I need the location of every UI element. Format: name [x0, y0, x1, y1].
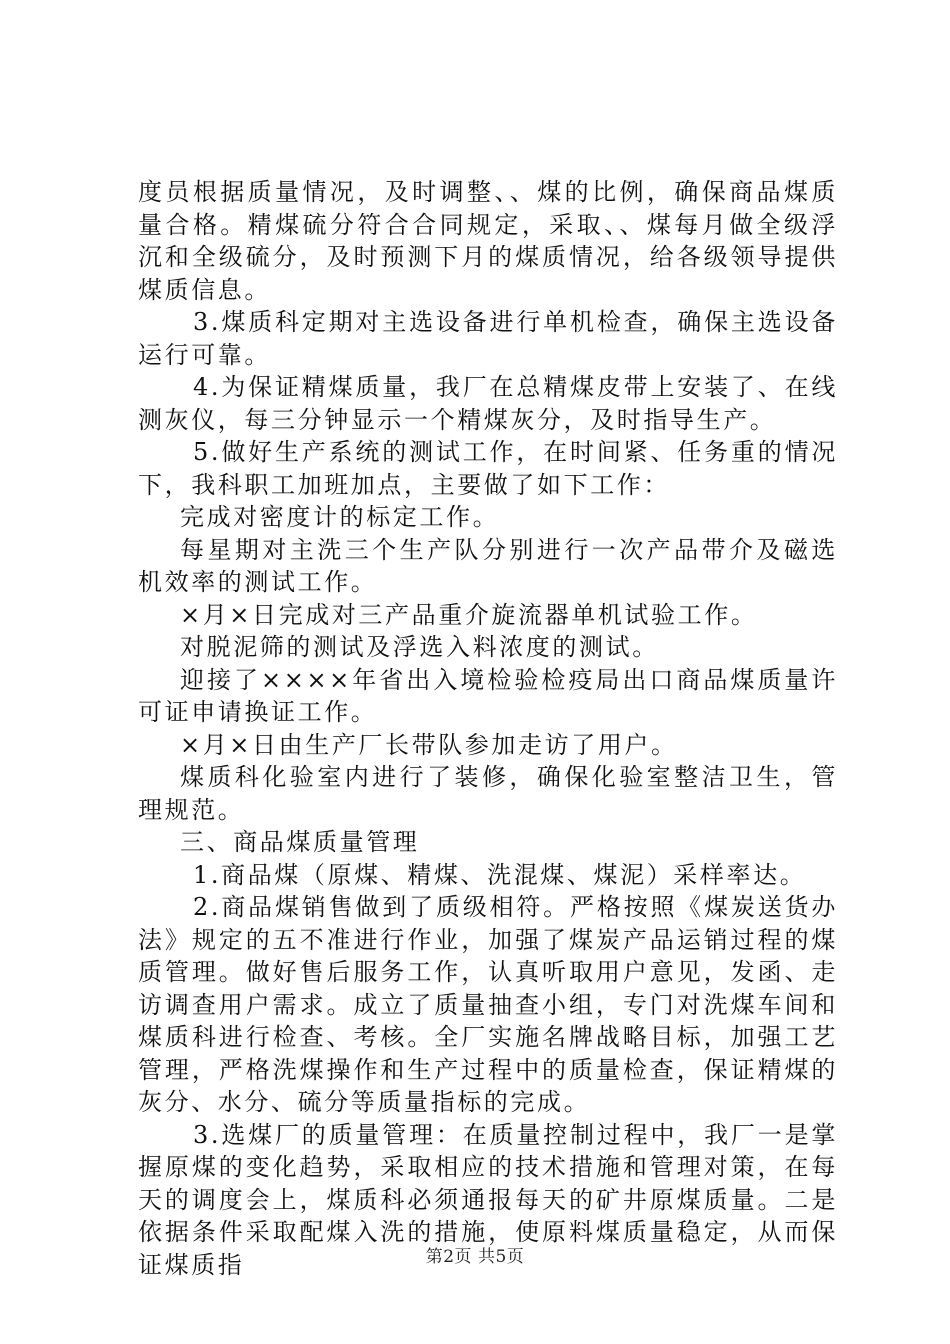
paragraph-3: 4.为保证精煤质量，我厂在总精煤皮带上安装了、在线测灰仪，每三分钟显示一个精煤灰分，及时指导生产。: [138, 373, 838, 434]
paragraph-6: 每星期对主洗三个生产队分别进行一次产品带介及磁选机效率的测试工作。: [138, 535, 838, 596]
paragraph-13: 1.商品煤（原煤、精煤、洗混煤、煤泥）采样率达。: [193, 860, 807, 889]
paragraph-15: 3.选煤厂的质量管理：在质量控制过程中，我厂一是掌握原煤的变化趋势，采取相应的技术措施和管理对策，在每天的调度会上，煤质科必须通报每天的矿井原煤质量。二是依据条件采取配煤入洗的措施，使原料煤质量稳定，从而保证煤质指: [138, 1120, 838, 1279]
paragraph-8: 对脱泥筛的测试及浮选入料浓度的测试。: [180, 633, 659, 661]
paragraph-14: 2.商品煤销售做到了质级相符。严格按照《煤炭送货办法》规定的五不准进行作业，加强了煤炭产品运销过程的煤质管理。做好售后服务工作，认真听取用户意见，发函、走访调查用户需求。成立了质量抽查小组，专门对洗煤车间和煤质科进行检查、考核。全厂实施名牌战略目标，加强工艺管理，严格洗煤操作和生产过程中的质量检查，保证精煤的灰分、水分、硫分等质量指标的完成。: [138, 893, 838, 1116]
paragraph-10: ×月×日由生产厂长带队参加走访了用户。: [180, 730, 678, 759]
paragraph-4: 5.做好生产系统的测试工作，在时间紧、任务重的情况下，我科职工加班加点，主要做了如下工作：: [138, 438, 838, 499]
paragraph-2: 3.煤质科定期对主选设备进行单机检查，确保主选设备运行可靠。: [138, 308, 838, 369]
page-footer: 第2页 共5页: [425, 1247, 525, 1267]
paragraph-1: 度员根据质量情况，及时调整、、煤的比例，确保商品煤质量合格。精煤硫分符合合同规定，采取、、煤每月做全级浮沉和全级硫分，及时预测下月的煤质情况，给各级领导提供煤质信息。: [138, 178, 838, 304]
body-text: [138, 176, 838, 1281]
paragraph-9: 迎接了××××年省出入境检验检疫局出口商品煤质量许可证申请换证工作。: [138, 665, 838, 726]
paragraph-5: 完成对密度计的标定工作。: [180, 503, 500, 531]
paragraph-7: ×月×日完成对三产品重介旋流器单机试验工作。: [180, 600, 758, 629]
paragraph-11: 煤质科化验室内进行了装修，确保化验室整洁卫生，管理规范。: [138, 763, 838, 824]
section-heading: 三、商品煤质量管理: [180, 828, 420, 856]
